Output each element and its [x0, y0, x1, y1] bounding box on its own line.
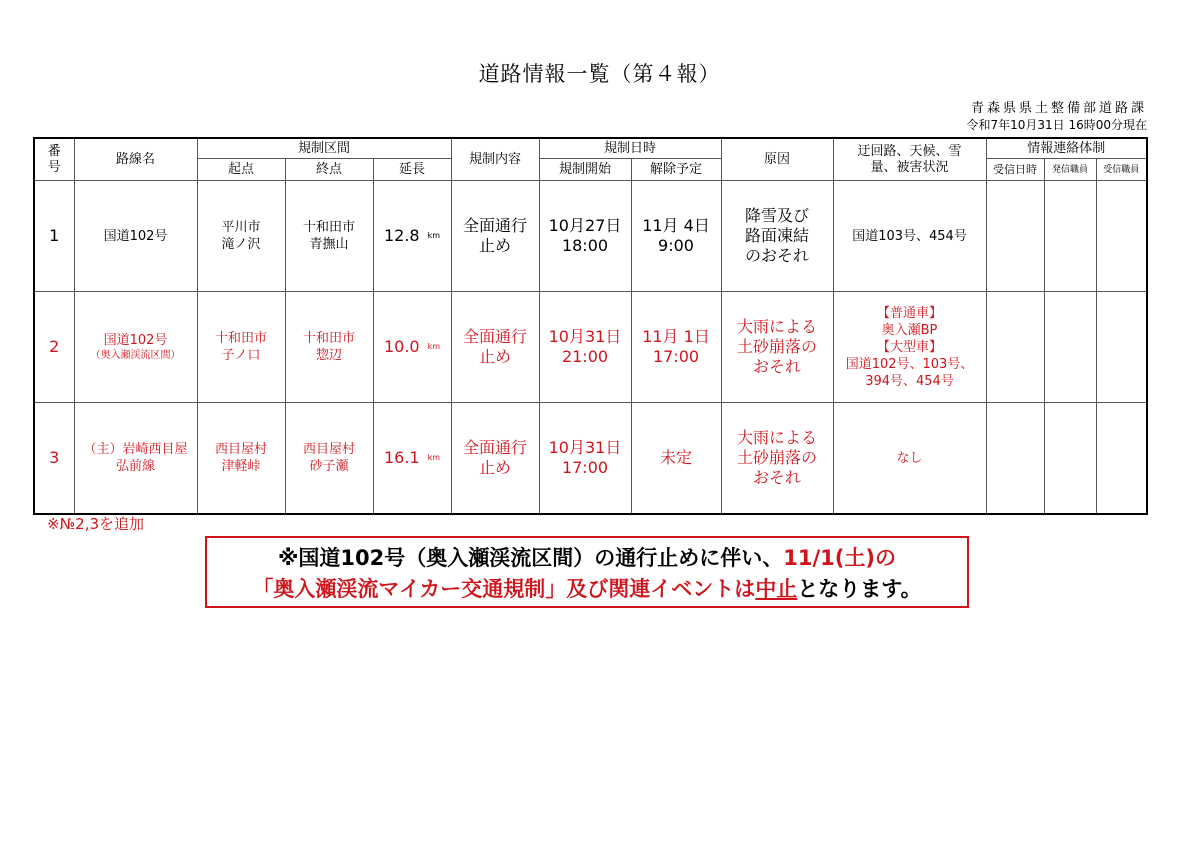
cell-receiver — [1096, 403, 1147, 515]
page-title: 道路情報一覧（第４報） — [478, 62, 721, 86]
cell-sender — [1044, 403, 1096, 515]
cell-end-point: 十和田市 惣辺 — [285, 292, 373, 403]
cell-no: 1 — [34, 181, 74, 292]
cell-no: 3 — [34, 403, 74, 515]
cell-content: 全面通行 止め — [451, 403, 539, 515]
header-section: 規制区間 — [197, 138, 451, 159]
notice-text-3: となります。 — [797, 577, 922, 601]
header-contact: 情報連絡体制 — [986, 138, 1147, 159]
header-datetime: 規制日時 — [539, 138, 721, 159]
cell-reg-start: 10月27日 18:00 — [539, 181, 631, 292]
cell-end-point: 十和田市 青撫山 — [285, 181, 373, 292]
header-recv-date: 受信日時 — [986, 159, 1044, 181]
route-subname: （奥入瀬渓流区間） — [90, 349, 181, 361]
cell-receiver — [1096, 292, 1147, 403]
header-receiver: 受信職員 — [1096, 159, 1147, 181]
header-length: 延長 — [373, 159, 451, 181]
cancellation-notice — [205, 536, 969, 608]
cell-route — [74, 292, 197, 403]
cell-reg-end: 11月 1日 17:00 — [631, 292, 721, 403]
cell-start-point: 平川市 滝ノ沢 — [197, 181, 285, 292]
header-end-point: 終点 — [285, 159, 373, 181]
length-value: 10.0 — [383, 337, 420, 356]
cell-detour: 【普通車】 奥入瀬BP 【大型車】 国道102号、103号、 394号、454号 — [833, 292, 986, 403]
cell-content: 全面通行 止め — [451, 181, 539, 292]
table-row — [34, 292, 1147, 403]
cell-reg-start: 10月31日 17:00 — [539, 403, 631, 515]
cell-reg-end: 11月 4日 9:00 — [631, 181, 721, 292]
notice-text-1: ※国道102号（奥入瀬渓流区間）の通行止めに伴い、 — [278, 546, 784, 570]
cell-cause: 大雨による 土砂崩落の おそれ — [721, 403, 833, 515]
cell-detour: なし — [833, 403, 986, 515]
header-reg-start: 規制開始 — [539, 159, 631, 181]
notice-cancel: 中止 — [755, 577, 798, 601]
addition-note: ※№2,3を追加 — [47, 515, 145, 533]
cell-recv-date — [986, 181, 1044, 292]
header-sender: 発信職員 — [1044, 159, 1096, 181]
notice-date: 11/1(土)の — [783, 546, 896, 570]
length-unit: km — [427, 453, 441, 462]
header-content: 規制内容 — [451, 138, 539, 181]
length-value: 16.1 — [383, 448, 420, 467]
cell-length — [373, 403, 451, 515]
route-name: 国道102号 — [103, 228, 168, 244]
cell-length — [373, 292, 451, 403]
cell-sender — [1044, 181, 1096, 292]
cell-recv-date — [986, 292, 1044, 403]
cell-no: 2 — [34, 292, 74, 403]
cell-receiver — [1096, 181, 1147, 292]
header-cause: 原因 — [721, 138, 833, 181]
cell-cause: 降雪及び 路面凍結 のおそれ — [721, 181, 833, 292]
header-route: 路線名 — [74, 138, 197, 181]
header-reg-end: 解除予定 — [631, 159, 721, 181]
cell-recv-date — [986, 403, 1044, 515]
cell-length — [373, 181, 451, 292]
cell-detour: 国道103号、454号 — [833, 181, 986, 292]
length-value: 12.8 — [383, 226, 420, 245]
header-start-point: 起点 — [197, 159, 285, 181]
cell-cause: 大雨による 土砂崩落の おそれ — [721, 292, 833, 403]
route-name: 国道102号 — [103, 332, 168, 348]
header-detour: 迂回路、天候、雪量、被害状況 — [833, 138, 986, 181]
cell-route — [74, 403, 197, 515]
header-no: 番号 — [34, 138, 74, 181]
cell-end-point: 西目屋村 砂子瀬 — [285, 403, 373, 515]
road-info-table — [33, 137, 1148, 515]
table-row — [34, 403, 1147, 515]
cell-sender — [1044, 292, 1096, 403]
cell-route — [74, 181, 197, 292]
length-unit: km — [427, 342, 441, 351]
cell-reg-start: 10月31日 21:00 — [539, 292, 631, 403]
as-of-timestamp: 令和7年10月31日 16時00分現在 — [966, 118, 1147, 132]
route-name: （主）岩崎西目屋 弘前線 — [83, 442, 188, 474]
cell-content: 全面通行 止め — [451, 292, 539, 403]
table-row — [34, 181, 1147, 292]
cell-start-point: 十和田市 子ノ口 — [197, 292, 285, 403]
department-name: 青森県県土整備部道路課 — [970, 101, 1147, 116]
cell-start-point: 西目屋村 津軽峠 — [197, 403, 285, 515]
notice-text-2: 「奥入瀬渓流マイカー交通規制」及び関連イベントは — [252, 577, 756, 601]
length-unit: km — [427, 231, 441, 240]
cell-reg-end: 未定 — [631, 403, 721, 515]
